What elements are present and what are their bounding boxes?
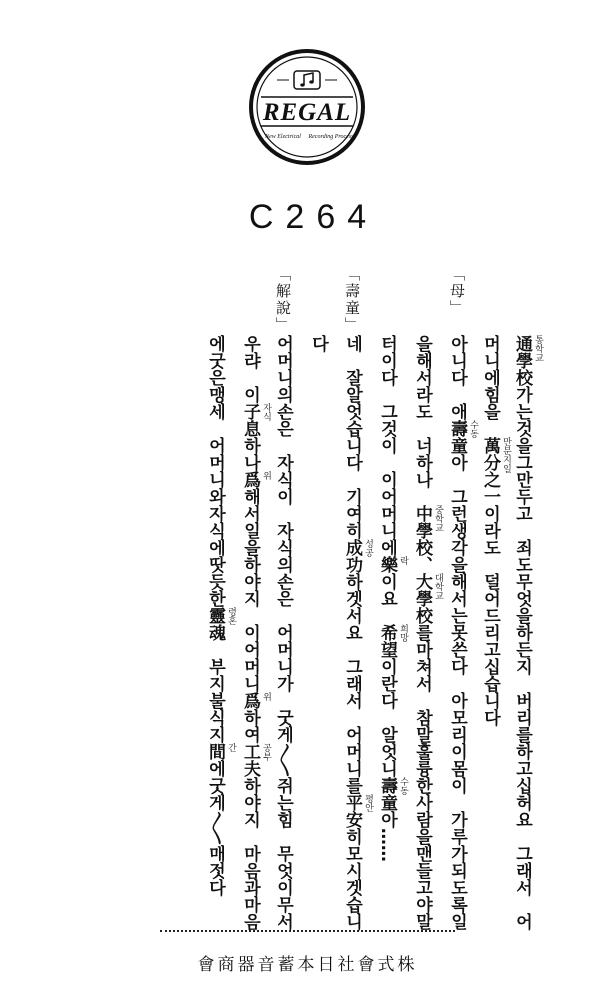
hanja-text: 平安 xyxy=(342,793,362,828)
ruby-group xyxy=(377,555,408,573)
lyric-text: 를마쳐서 참말훌륭한사람을맨들고야말 xyxy=(412,623,432,930)
ruby-group xyxy=(240,691,271,709)
hanja-text: 希望 xyxy=(377,623,397,658)
lyric-column xyxy=(240,335,271,930)
lyric-text: 다 xyxy=(308,335,328,352)
ruby-reading: 대학교 xyxy=(433,572,443,600)
ruby-group xyxy=(240,470,271,488)
ruby-reading: 공부 xyxy=(261,742,271,761)
lyric-text: 아니다 애 xyxy=(447,335,467,420)
logo-tagline-right: Recording Process xyxy=(308,134,354,140)
speaker-label: 「解說」 xyxy=(274,266,292,334)
ruby-reading: 중학교 xyxy=(433,504,443,532)
ruby-reading: 간 xyxy=(226,742,236,752)
lyric-text: 히모시겟습니 xyxy=(342,827,362,930)
ruby-reading: 위 xyxy=(261,470,271,480)
ruby-group xyxy=(480,436,511,505)
ruby-group xyxy=(240,742,271,777)
hanja-text: 萬分之一 xyxy=(480,436,500,505)
lyric-column xyxy=(308,335,328,352)
hanja-text: 間 xyxy=(205,742,225,760)
ruby-group xyxy=(205,606,236,641)
footer-divider xyxy=(160,930,455,932)
lyric-column xyxy=(512,335,543,930)
lyric-text: 에굿게〱매젓다 xyxy=(205,759,225,896)
ruby-reading: 수동 xyxy=(468,419,478,438)
lyric-text: 이라도 덜어드리고십습니다 xyxy=(480,504,500,726)
ruby-reading: 위 xyxy=(261,691,271,701)
lyric-column xyxy=(205,335,236,896)
speaker-label: 「母」 xyxy=(448,266,466,317)
lyric-column xyxy=(377,335,408,862)
lyric-text: 네 잘알엇습니다 기여히 xyxy=(342,335,362,539)
lyric-text: 하여 xyxy=(240,708,260,743)
lyric-text: 가는것을그만두고 죄도무엇을하든지 버리를하고십허요 그래서 어 xyxy=(512,386,532,930)
hanja-text: 子息 xyxy=(240,402,260,437)
logo-tagline-left: New Electrical xyxy=(265,134,301,140)
lyric-text: 아…… xyxy=(377,810,397,862)
lyric-text: 하야지 마음과마음 xyxy=(240,776,260,930)
ruby-reading: 령혼 xyxy=(226,606,236,625)
lyric-column xyxy=(412,335,443,930)
lyric-text: 、 xyxy=(412,555,432,573)
lyric-text: 이요 xyxy=(377,572,397,624)
hanja-text: 壽童 xyxy=(447,419,467,454)
ruby-group xyxy=(240,402,271,437)
lyric-text: 머니에힘을 xyxy=(480,335,500,437)
ruby-group xyxy=(412,572,443,624)
ruby-group xyxy=(447,419,478,454)
hanja-text: 工夫 xyxy=(240,742,260,777)
logo-brand: REGAL xyxy=(262,99,352,126)
ruby-reading: 평안 xyxy=(363,793,373,812)
hanja-text: 大學校 xyxy=(412,572,432,624)
ruby-group xyxy=(512,335,543,386)
hanja-text: 成功 xyxy=(342,538,362,573)
lyric-text: 부지불식지 xyxy=(205,640,225,743)
hanja-text: 靈魂 xyxy=(205,606,225,641)
hanja-text: 爲 xyxy=(240,691,260,709)
lyric-text: 에굿은맹세 어머니와자식에땃듯한 xyxy=(205,335,225,607)
lyric-text: 아 그런생각을해서는못쓴다 아모리이몸이 가루가되도록일 xyxy=(447,453,467,930)
lyric-text: 터이다 그것이 이어머니에 xyxy=(377,335,397,556)
ruby-group xyxy=(377,776,408,811)
ruby-group xyxy=(205,742,236,760)
lyric-text: 을해서라도 너하나 xyxy=(412,335,432,505)
ruby-reading: 성공 xyxy=(363,538,373,557)
ruby-group xyxy=(377,623,408,658)
publisher-name: 會商器音蓄本日社會式株 xyxy=(197,955,418,975)
lyric-column xyxy=(480,335,511,726)
ruby-group xyxy=(342,538,373,573)
hanja-text: 樂 xyxy=(377,555,397,573)
lyric-text: 이란다 알엇니 xyxy=(377,657,397,777)
lyric-column xyxy=(342,335,373,930)
ruby-reading: 수동 xyxy=(398,776,408,795)
ruby-reading: 통학교 xyxy=(533,335,543,362)
lyric-text: 하겟서요 그래서 어머니를 xyxy=(342,572,362,794)
ruby-group xyxy=(342,793,373,828)
ruby-group xyxy=(412,504,443,556)
hanja-text: 爲 xyxy=(240,470,260,488)
hanja-text: 通學校 xyxy=(512,335,532,386)
ruby-reading: 자식 xyxy=(261,402,271,421)
lyric-text: 어머니의손은 자식이 자식의손은 어머니가 굿게〱쥐는힘 무엇이무서 xyxy=(273,335,293,930)
ruby-reading: 희망 xyxy=(398,623,408,642)
lyric-text: 우랴 이 xyxy=(240,335,260,403)
lyric-column xyxy=(447,335,478,930)
record-number: C264 xyxy=(248,198,379,236)
ruby-reading: 락 xyxy=(398,555,408,565)
hanja-text: 壽童 xyxy=(377,776,397,811)
lyric-column xyxy=(273,335,293,930)
hanja-text: 中學校 xyxy=(412,504,432,556)
ruby-reading: 만분지일 xyxy=(501,436,511,473)
lyric-text: 해서일을하야지 이어머니 xyxy=(240,487,260,692)
speaker-label: 「壽童」 xyxy=(343,266,361,334)
lyric-text: 하나 xyxy=(240,436,260,471)
